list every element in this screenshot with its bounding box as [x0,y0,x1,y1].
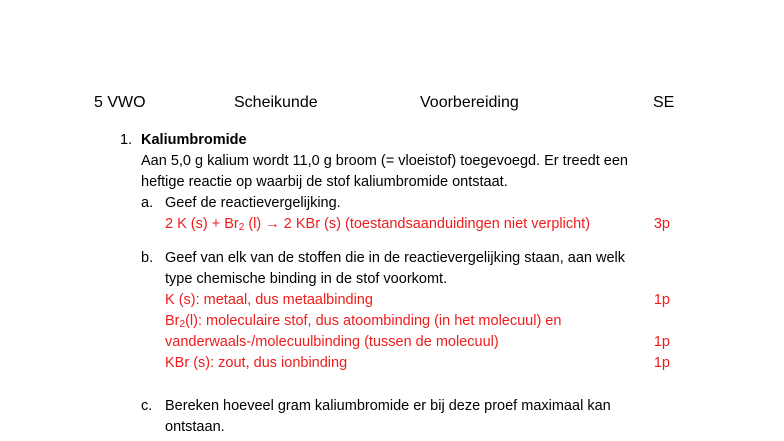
part-c-letter: c. [141,398,153,414]
part-b-answer-1: K (s): metaal, dus metaalbinding [165,292,373,308]
part-b-points-3: 1p [653,355,670,371]
part-a-answer: 2 K $(s) + Br_2$ (l) → 2 KBr (s) (toestandsaanduidingen niet verplicht) [165,216,591,233]
part-b-letter: b. [141,250,154,266]
part-a-letter: a. [141,195,154,211]
question-intro-line-2: heftige reactie op waarbij de stof kaliumbromide ontstaat. [141,174,508,190]
question-intro-line-1: Aan 5,0 g kalium wordt 11,0 g broom (= vloeistof) toegevoegd. Er treedt een [141,153,628,169]
part-b-answer-4: KBr (s): zout, dus ionbinding [165,355,348,371]
header-code: SE [653,94,675,111]
header-subject: Scheikunde [234,94,318,111]
part-b-answer-2: $Br_2(l)$: moleculaire stof, dus atoombinding (in het molecuul) en [165,313,562,330]
part-b-text-line-2: type chemische binding in de stof voorkomt. [165,271,448,287]
part-b-points-1: 1p [653,292,670,308]
question-title: Kaliumbromide [141,132,247,148]
part-c-text-line-2: ontstaan. [165,419,225,435]
part-b-points-2: 1p [653,334,670,350]
part-a-points: 3p [653,216,670,232]
header-class: 5 VWO [94,94,146,111]
part-c-text-line-1: Bereken hoeveel gram kaliumbromide er bij deze proef maximaal kan [165,398,611,414]
question-number: 1. [120,132,133,148]
part-a-text: Geef de reactievergelijking. [165,195,341,211]
header-type: Voorbereiding [420,94,519,111]
part-b-text-line-1: Geef van elk van de stoffen die in de reactievergelijking staan, aan welk [165,250,625,266]
part-b-answer-3: vanderwaals-/molecuulbinding (tussen de molecuul) [165,334,499,350]
